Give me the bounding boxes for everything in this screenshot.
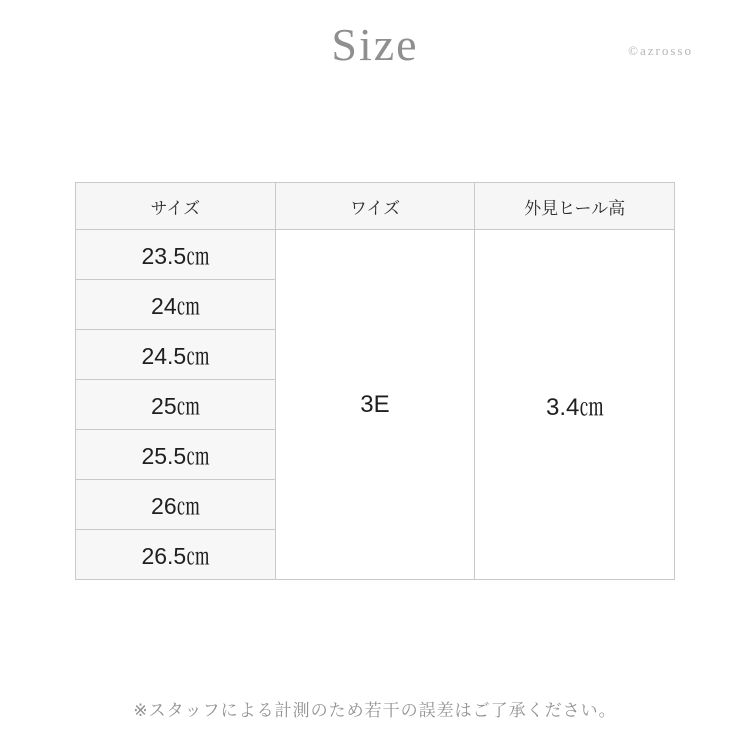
size-chart-header (76, 183, 675, 230)
size-cell: 23.5㎝ (76, 230, 276, 280)
column-header-width: ワイズ (275, 183, 475, 230)
brand-watermark: ©azrosso (628, 43, 693, 58)
size-chart-body (76, 230, 675, 580)
column-header-size: サイズ (76, 183, 276, 230)
size-cell: 24㎝ (76, 280, 276, 330)
size-chart-table (75, 182, 675, 580)
header-row (76, 183, 675, 230)
column-header-heel-height: 外見ヒール高 (475, 183, 675, 230)
size-cell: 26㎝ (76, 480, 276, 530)
measurement-disclaimer: ※スタッフによる計測のため若干の誤差はご了承ください。 (133, 701, 617, 720)
heel-height-value-cell: 3.4㎝ (475, 230, 675, 580)
size-cell: 25㎝ (76, 380, 276, 430)
width-value-cell: 3E (275, 230, 475, 580)
table-row (76, 230, 675, 280)
size-cell: 24.5㎝ (76, 330, 276, 380)
size-cell: 25.5㎝ (76, 430, 276, 480)
page-title: Size (331, 19, 419, 70)
size-cell: 26.5㎝ (76, 530, 276, 580)
